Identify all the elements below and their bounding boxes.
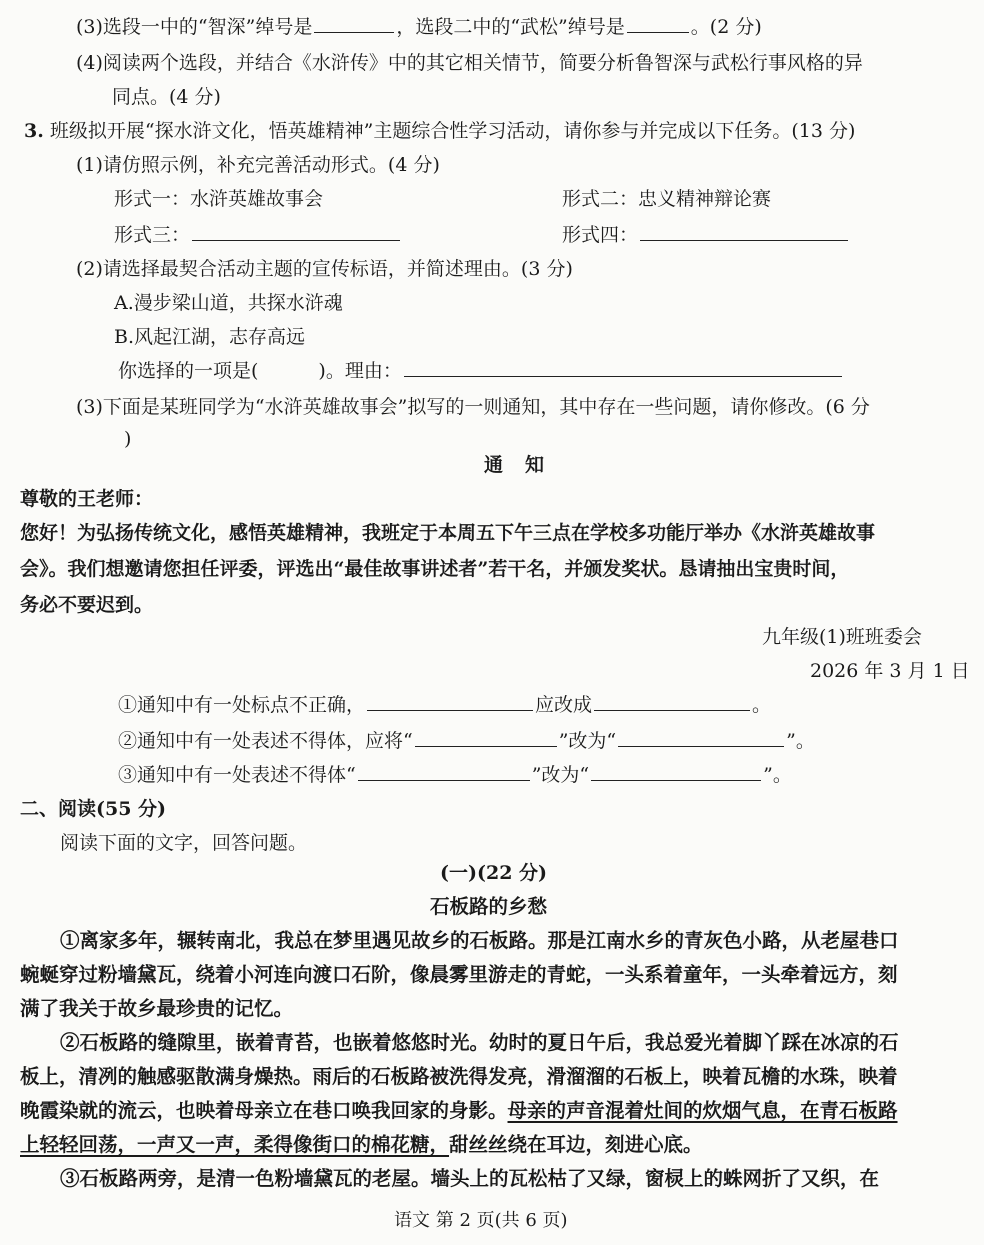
passage-title: 石板路的乡愁	[430, 895, 548, 918]
fix-text: ”改为“	[558, 730, 617, 752]
fix-text: ”。	[786, 730, 815, 752]
form-four-blank[interactable]	[640, 222, 848, 241]
fix-item-3	[118, 762, 792, 788]
passage-para1-line3: 满了我关于故乡最珍贵的记忆。	[20, 997, 294, 1020]
form-three-label: 形式三：	[114, 224, 191, 246]
q3-text: 。(2 分)	[690, 16, 762, 38]
passage-text: 甜丝丝绕在耳边，刻进心底。	[449, 1133, 703, 1156]
fix-text: ”改为“	[531, 764, 590, 786]
passage-para1-line2: 蜿蜒穿过粉墙黛瓦，绕着小河连向渡口石阶，像晨雾里游走的青蛇，一头系着童年，一头牵着远方，刻	[20, 963, 898, 986]
answer-blank[interactable]	[358, 762, 530, 781]
q3-text: ，选段二中的“武松”绰号是	[396, 16, 625, 38]
answer-blank[interactable]	[594, 692, 750, 711]
form-four-label: 形式四：	[562, 224, 639, 246]
form-four	[562, 222, 850, 248]
passage-para3-line1: ③石板路两旁，是清一色粉墙黛瓦的老屋。墙头上的瓦松枯了又绿，窗棂上的蛛网折了又织，在	[60, 1167, 880, 1190]
question-3-line	[76, 14, 762, 40]
reason-blank[interactable]	[404, 358, 842, 377]
section-heading: 二、阅读(55 分)	[20, 798, 167, 820]
passage-para1-line1: ①离家多年，辗转南北，我总在梦里遇见故乡的石板路。那是江南水乡的青灰色小路，从老屋巷口	[60, 929, 899, 952]
answer-blank[interactable]	[591, 762, 761, 781]
passage-text: 晚霞染就的流云，也映着母亲立在巷口唤我回家的身影。	[20, 1099, 508, 1122]
fix-text: ”。	[763, 764, 792, 786]
passage-para2-line1: ②石板路的缝隙里，嵌着青苔，也嵌着悠悠时光。幼时的夏日午后，我总爱光着脚丫踩在冰凉的石	[60, 1031, 899, 1054]
notice-body-line1: 您好！为弘扬传统文化，感悟英雄精神，我班定于本周五下午三点在学校多功能厅举办《水浒英雄故事	[20, 522, 876, 544]
q3-text: (3)选段一中的“智深”绰号是	[76, 16, 313, 38]
notice-date: 2026 年 3 月 1 日	[810, 660, 970, 682]
passage-para2-line2: 板上，清冽的触感驱散满身燥热。雨后的石板路被洗得发亮，滑溜溜的石板上，映着瓦檐的水珠，映着	[20, 1065, 898, 1088]
reading-part-heading: (一)(22 分)	[440, 862, 548, 884]
task-number: 3.	[24, 120, 44, 142]
form-three-blank[interactable]	[192, 222, 400, 241]
question-4-line1: (4)阅读两个选段，并结合《水浒传》中的其它相关情节，简要分析鲁智深与武松行事风格的异	[76, 52, 863, 74]
fix-text: 。	[752, 694, 772, 716]
notice-signer: 九年级(1)班班委会	[762, 626, 922, 648]
passage-para2-line4	[20, 1132, 703, 1158]
fix-text: ②通知中有一处表述不得体，应将“	[118, 730, 413, 752]
passage-para2-line3	[20, 1098, 898, 1124]
answer-blank[interactable]	[314, 14, 394, 33]
fix-item-2	[118, 728, 815, 754]
form-two: 形式二：忠义精神辩论赛	[562, 188, 772, 210]
fix-text: ①通知中有一处标点不正确，	[118, 694, 366, 716]
fix-text: ③通知中有一处表述不得体“	[118, 764, 356, 786]
task-3-part2: (2)请选择最契合活动主题的宣传标语，并简述理由。(3 分)	[76, 258, 573, 280]
underlined-sentence: 母亲的声音混着灶间的炊烟气息，在青石板路	[507, 1099, 898, 1122]
task-3-part3-line1: (3)下面是某班同学为“水浒英雄故事会”拟写的一则通知，其中存在一些问题，请你修改。(6 分	[76, 396, 870, 418]
task-3-part1: (1)请仿照示例，补充完善活动形式。(4 分)	[76, 154, 440, 176]
form-one: 形式一：水浒英雄故事会	[114, 188, 324, 210]
choice-prefix: 你选择的一项是(	[118, 360, 259, 382]
page-footer: 语文 第 2 页(共 6 页)	[394, 1210, 568, 1231]
notice-body-line2: 会》。我们想邀请您担任评委，评选出“最佳故事讲述者”若干名，并颁发奖状。恳请抽出宝贵时间，	[20, 558, 850, 580]
task-3-part3-line2: )	[124, 428, 132, 450]
reading-instruction: 阅读下面的文字，回答问题。	[60, 832, 308, 854]
fix-text: 应改成	[535, 694, 593, 716]
option-b: B.风起江湖，志存高远	[114, 326, 306, 348]
fix-item-1	[118, 692, 771, 718]
task-stem: 班级拟开展“探水浒文化，悟英雄精神”主题综合性学习活动，请你参与并完成以下任务。(13 分)	[49, 120, 856, 142]
answer-blank[interactable]	[627, 14, 689, 33]
notice-body-line3: 务必不要迟到。	[20, 594, 154, 616]
notice-salutation: 尊敬的王老师：	[20, 488, 154, 510]
question-4-line2: 同点。(4 分)	[112, 86, 221, 108]
underlined-sentence: 上轻轻回荡，一声又一声，柔得像街口的棉花糖，	[20, 1133, 450, 1156]
option-a: A.漫步梁山道，共探水浒魂	[114, 292, 343, 314]
answer-blank[interactable]	[618, 728, 784, 747]
choice-line	[118, 358, 844, 384]
answer-blank[interactable]	[415, 728, 557, 747]
task-3-stem	[24, 118, 855, 144]
choice-suffix: )。理由：	[318, 360, 402, 382]
notice-title: 通知	[484, 454, 567, 476]
form-three	[114, 222, 402, 248]
answer-blank[interactable]	[367, 692, 533, 711]
